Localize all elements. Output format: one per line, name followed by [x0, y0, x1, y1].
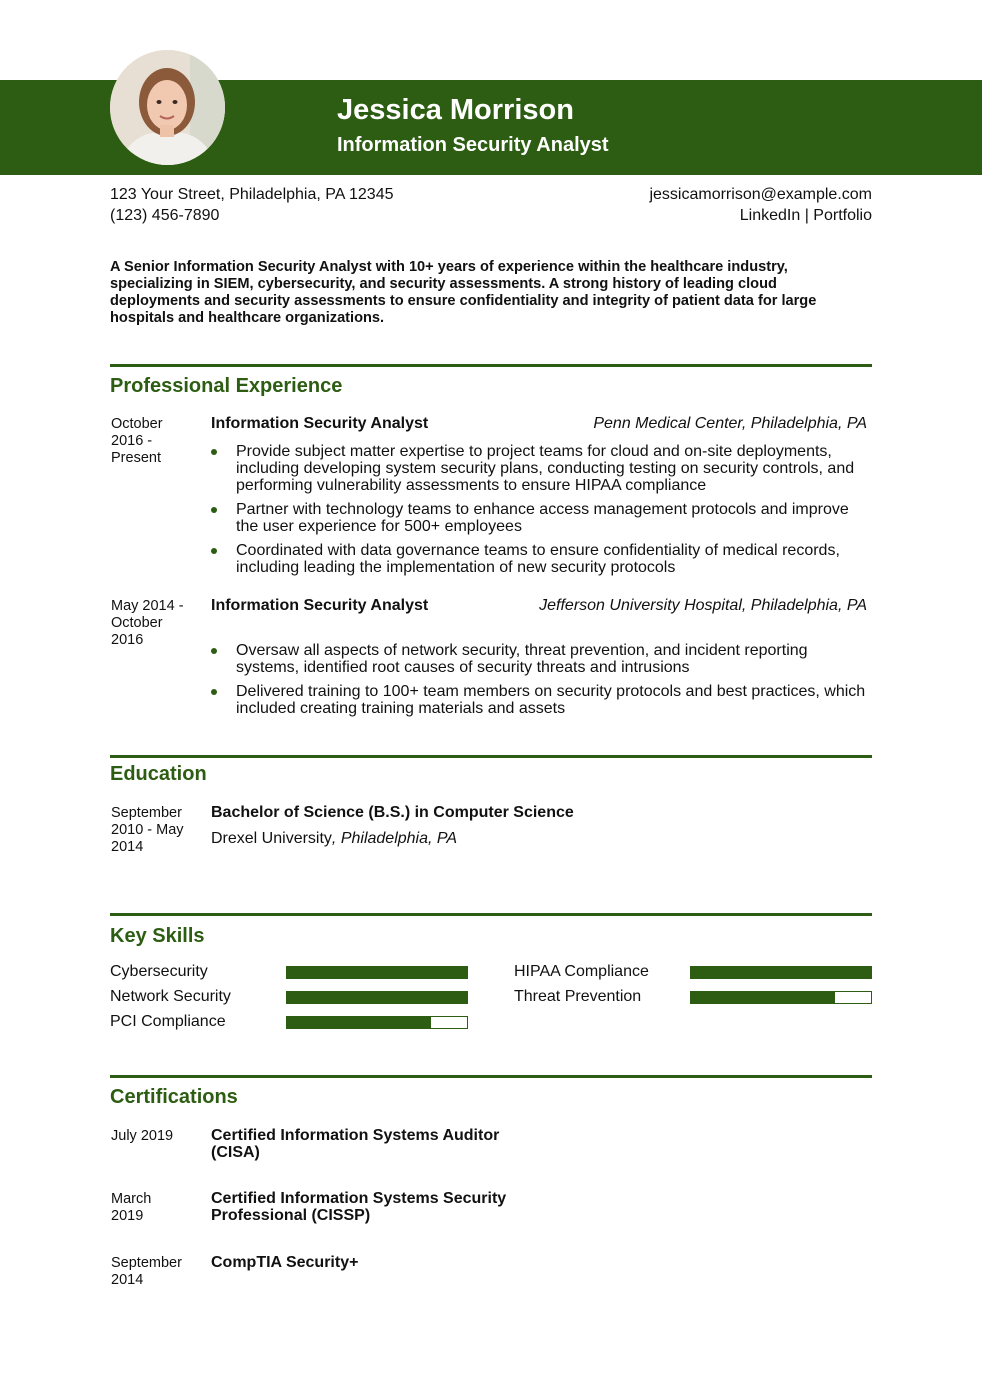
list-item — [211, 642, 866, 676]
bullet-text: Coordinated with data governance teams to ensure confidentiality of medical records, including leading the implementation of new security protocols — [236, 542, 840, 576]
skill-bar-fill — [287, 992, 467, 1003]
bullet-text: Partner with technology teams to enhance access management protocols and improve the user experience for 500+ employees — [236, 501, 849, 535]
job-bullets — [211, 642, 866, 724]
section-divider — [110, 913, 872, 916]
skill-bar — [286, 966, 468, 979]
address: 123 Your Street, Philadelphia, PA 12345 — [110, 186, 394, 203]
contact-right — [649, 184, 872, 226]
section-divider — [110, 364, 872, 367]
job-location: Jefferson University Hospital, Philadelphia, PA — [539, 597, 867, 614]
bullet-text: Delivered training to 100+ team members on security protocols and best practices, which included creating training materials and assets — [236, 683, 866, 717]
bullet-text: Oversaw all aspects of network security, threat prevention, and incident reporting systems, identified root causes of security threats and intrusions — [236, 642, 808, 676]
job-date: May 2014 - October 2016 — [111, 598, 184, 648]
bullet-text: Provide subject matter expertise to project teams for cloud and on-site deployments, including developing system security plans, conducting testing on security controls, and performing vulnerability assessments to ensure HIPAA compliance — [236, 443, 855, 494]
cert-title: Certified Information Systems Security Professional (CISSP) — [211, 1190, 507, 1224]
school-line — [211, 830, 457, 848]
skill-label: PCI Compliance — [110, 1013, 226, 1030]
skill-bar-fill — [287, 967, 467, 978]
skill-label: Network Security — [110, 988, 231, 1005]
bullet-icon — [211, 648, 217, 654]
job-title: Information Security Analyst — [211, 415, 429, 432]
profile-photo-illustration — [110, 50, 225, 165]
education-date: September 2010 - May 2014 — [111, 805, 184, 855]
candidate-title: Information Security Analyst — [337, 134, 609, 156]
cert-date: March 2019 — [111, 1191, 152, 1224]
list-item — [211, 542, 866, 576]
cert-date: July 2019 — [111, 1128, 174, 1144]
summary: A Senior Information Security Analyst with 10+ years of experience within the healthcare industry, specializing in SIEM, cybersecurity, and security assessments. A strong history of leading cloud deployments and security assessments to ensure confidentiality and integrity of patient data for large hospitals and healthcare organizations. — [110, 259, 817, 326]
phone: (123) 456-7890 — [110, 207, 220, 224]
bullet-icon — [211, 449, 217, 455]
profile-photo — [110, 50, 225, 165]
skill-label: Threat Prevention — [514, 988, 642, 1005]
job-date: October 2016 - Present — [111, 416, 163, 466]
skill-label: Cybersecurity — [110, 963, 208, 980]
skill-bar-fill — [691, 992, 835, 1003]
experience-heading: Professional Experience — [110, 375, 343, 397]
skill-bar-fill — [691, 967, 871, 978]
bullet-icon — [211, 689, 217, 695]
section-divider — [110, 1075, 872, 1078]
cert-title: Certified Information Systems Auditor (CISA) — [211, 1127, 500, 1161]
cert-title: CompTIA Security+ — [211, 1254, 359, 1271]
skill-bar — [690, 991, 872, 1004]
email-link[interactable]: jessicamorrison@example.com — [649, 186, 872, 203]
skill-bar-fill — [287, 1017, 431, 1028]
contact-left — [110, 184, 393, 226]
school-location: , Philadelphia, PA — [331, 830, 458, 847]
certifications-heading: Certifications — [110, 1086, 238, 1108]
skill-bar — [690, 966, 872, 979]
education-heading: Education — [110, 763, 207, 785]
list-item — [211, 443, 866, 494]
profile-links[interactable]: LinkedIn | Portfolio — [739, 207, 872, 224]
job-location: Penn Medical Center, Philadelphia, PA — [593, 415, 867, 432]
skill-bar — [286, 991, 468, 1004]
cert-date: September 2014 — [111, 1255, 182, 1288]
job-bullets — [211, 443, 866, 583]
section-divider — [110, 755, 872, 758]
school-name: Drexel University — [211, 830, 332, 847]
list-item — [211, 501, 866, 535]
skill-bar — [286, 1016, 468, 1029]
candidate-name: Jessica Morrison — [337, 94, 574, 126]
list-item — [211, 683, 866, 717]
bullet-icon — [211, 548, 217, 554]
job-title: Information Security Analyst — [211, 597, 429, 614]
degree: Bachelor of Science (B.S.) in Computer Science — [211, 804, 574, 821]
skill-label: HIPAA Compliance — [514, 963, 649, 980]
bullet-icon — [211, 507, 217, 513]
skills-heading: Key Skills — [110, 925, 205, 947]
